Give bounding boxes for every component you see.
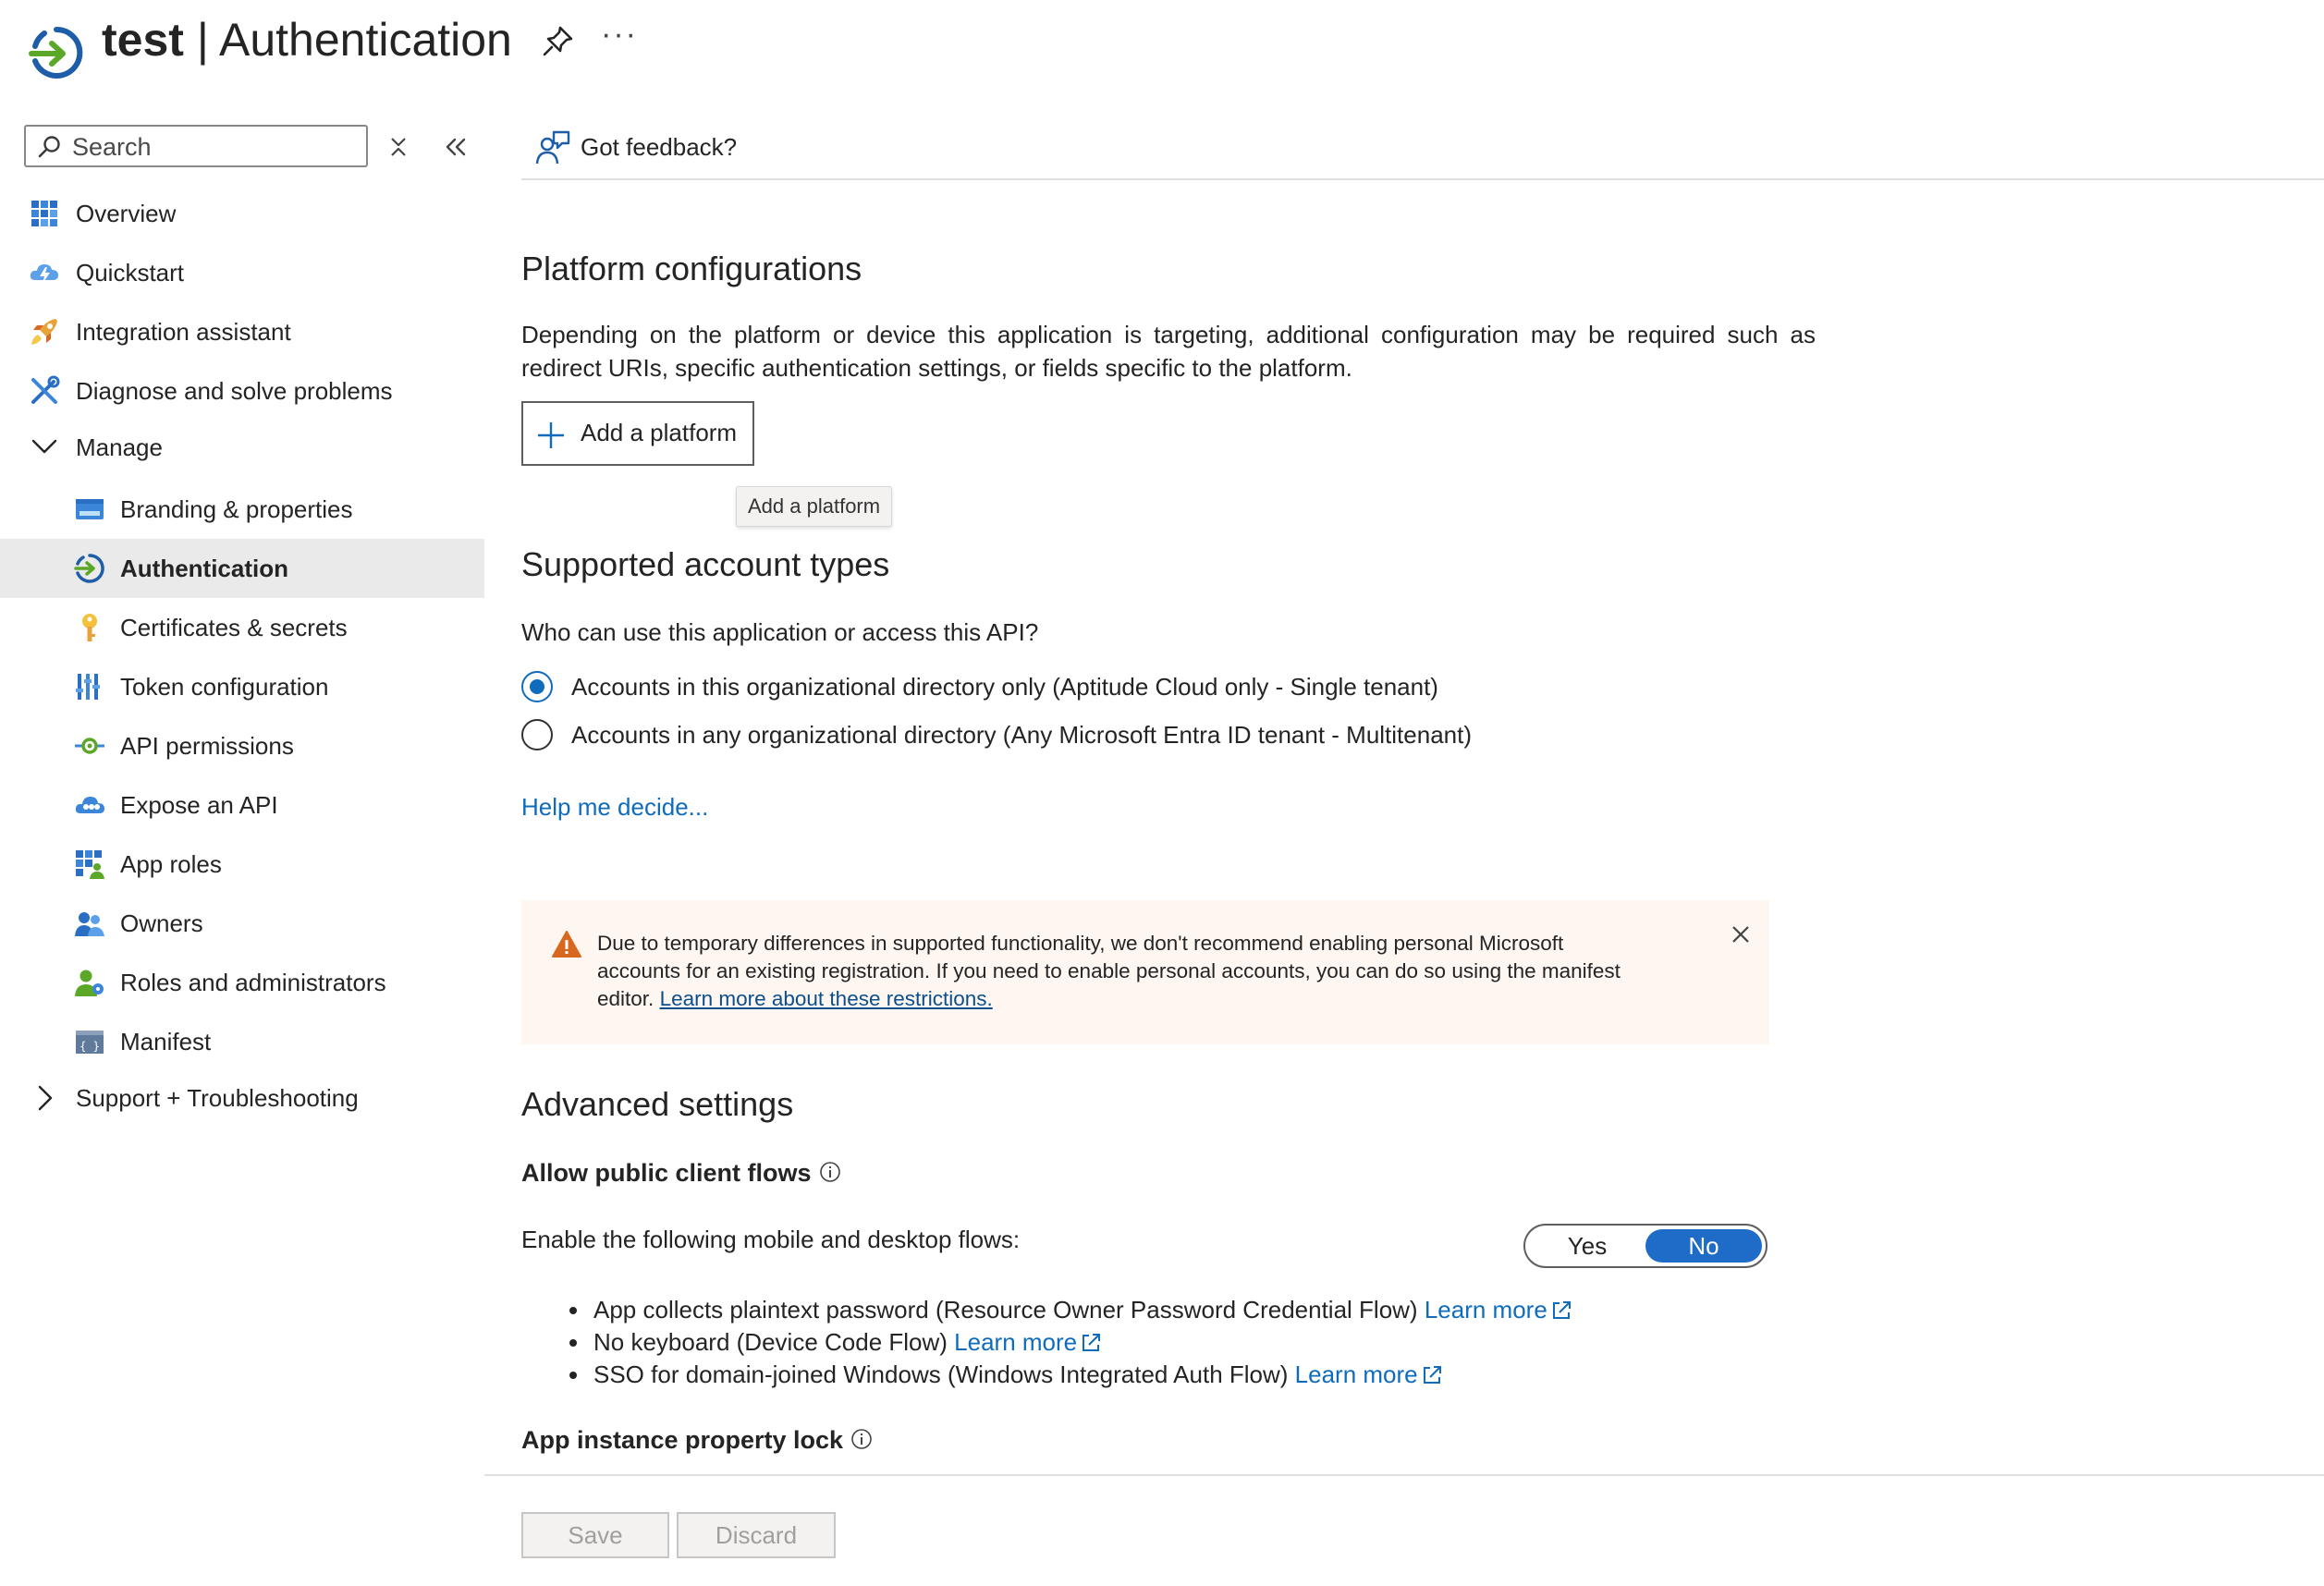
sidebar-item-label: Manifest — [120, 1028, 212, 1055]
close-icon[interactable] — [1727, 921, 1755, 948]
flow-description: SSO for domain-joined Windows (Windows Integrated Auth Flow) — [593, 1360, 1289, 1388]
sidebar-item-diagnose[interactable] — [0, 361, 484, 421]
feedback-icon — [534, 129, 571, 166]
save-button[interactable]: Save — [521, 1512, 669, 1558]
sidebar-item-overview[interactable] — [0, 184, 484, 243]
chevron-right-icon — [28, 1081, 61, 1115]
svg-text:{ }: { } — [80, 1040, 100, 1053]
sidebar-item-label: Integration assistant — [76, 318, 291, 346]
title-separator: | — [196, 14, 209, 66]
sidebar-item-expose-api[interactable] — [0, 775, 484, 835]
info-icon[interactable] — [819, 1161, 841, 1183]
sidebar-group-support[interactable] — [0, 1068, 484, 1128]
flow-description: No keyboard (Device Code Flow) — [593, 1328, 948, 1356]
plus-icon — [536, 421, 566, 450]
sidebar-item-label: API permissions — [120, 732, 294, 760]
feedback-label: Got feedback? — [581, 133, 738, 161]
warning-icon — [551, 930, 582, 959]
sidebar-item-label: Token configuration — [120, 673, 329, 701]
learn-more-link[interactable]: Learn more — [1424, 1296, 1547, 1324]
info-icon[interactable] — [850, 1428, 873, 1450]
flow-description: App collects plaintext password (Resource Owner Password Credential Flow) — [593, 1296, 1418, 1324]
supported-account-types-heading: Supported account types — [521, 545, 890, 583]
sidebar-item-app-roles[interactable] — [0, 835, 484, 894]
external-link-icon — [1420, 1363, 1444, 1387]
warning-text-line: accounts for an existing registration. If you need to enable personal accounts, you can do so using the manifest — [597, 959, 1621, 982]
key-icon — [73, 611, 106, 644]
sidebar-item-roles-administrators[interactable] — [0, 953, 484, 1012]
add-platform-label: Add a platform — [581, 419, 738, 446]
toolbar-divider — [521, 178, 2324, 180]
flows-list — [569, 1294, 1573, 1391]
enable-flows-label: Enable the following mobile and desktop flows: — [521, 1226, 1021, 1253]
sidebar-item-label: Overview — [76, 200, 177, 227]
learn-more-restrictions-link[interactable]: Learn more about these restrictions. — [659, 987, 993, 1010]
radio-button[interactable] — [521, 719, 553, 750]
sidebar-item-label: Branding & properties — [120, 495, 353, 523]
footer-divider — [484, 1474, 2324, 1476]
sidebar-group-manage[interactable] — [0, 418, 484, 477]
toggle-option-no[interactable]: No — [1645, 1229, 1762, 1263]
warning-banner — [521, 900, 1769, 1044]
roles-admin-icon — [73, 966, 106, 999]
search-input[interactable] — [70, 130, 361, 164]
cloud-api-icon — [73, 788, 106, 822]
search-icon — [37, 135, 61, 159]
help-me-decide-link[interactable]: Help me decide... — [521, 793, 709, 821]
sidebar-item-token-configuration[interactable] — [0, 657, 484, 716]
discard-button[interactable]: Discard — [677, 1512, 836, 1558]
sidebar-item-label: App roles — [120, 850, 222, 878]
external-link-icon — [1549, 1299, 1573, 1323]
external-link-icon — [1079, 1331, 1103, 1355]
add-platform-tooltip: Add a platform — [736, 486, 892, 527]
search-box — [24, 125, 368, 167]
manifest-icon — [73, 1025, 106, 1058]
instance-lock-label: App instance property lock — [521, 1426, 844, 1454]
token-icon — [73, 670, 106, 703]
learn-more-link[interactable]: Learn more — [954, 1328, 1078, 1356]
rocket-icon — [28, 315, 61, 348]
warning-text-line: editor. — [597, 987, 654, 1010]
sidebar-item-label: Certificates & secrets — [120, 614, 348, 641]
platform-description: Depending on the platform or device this application is targeting, additional configuration may be required such as redirect URIs, specific authentication settings, or fields specific to the platform. — [521, 321, 1816, 382]
more-options-button[interactable]: ··· — [601, 17, 638, 52]
account-types-question: Who can use this application or access this API? — [521, 618, 1039, 646]
app-name: test — [102, 14, 184, 66]
sidebar-item-label: Expose an API — [120, 791, 278, 819]
add-platform-button[interactable] — [521, 401, 754, 466]
sidebar-item-label: Support + Troubleshooting — [76, 1084, 359, 1112]
learn-more-link[interactable]: Learn more — [1294, 1360, 1418, 1388]
branding-icon — [73, 493, 106, 526]
overview-icon — [28, 197, 61, 230]
advanced-settings-heading: Advanced settings — [521, 1085, 794, 1123]
platform-configurations-heading: Platform configurations — [521, 250, 862, 287]
sidebar-item-quickstart[interactable] — [0, 243, 484, 302]
sidebar-item-authentication[interactable] — [0, 539, 484, 598]
quickstart-icon — [28, 256, 61, 289]
tools-icon — [28, 374, 61, 408]
sidebar-item-label: Owners — [120, 909, 203, 937]
sidebar-item-manifest[interactable] — [0, 1012, 484, 1071]
app-roles-icon — [73, 848, 106, 881]
account-option-label: Accounts in any organizational directory (Any Microsoft Entra ID tenant - Multitenant) — [571, 721, 1472, 749]
sidebar-item-label: Diagnose and solve problems — [76, 377, 393, 405]
collapse-sidebar-icon[interactable] — [442, 135, 470, 159]
sidebar-item-label: Authentication — [120, 555, 288, 582]
owners-icon — [73, 907, 106, 940]
page-title — [102, 7, 512, 72]
sidebar-item-label: Quickstart — [76, 259, 185, 287]
sidebar-item-integration-assistant[interactable] — [0, 302, 484, 361]
toggle-option-yes[interactable]: Yes — [1567, 1232, 1608, 1260]
radio-button-selected[interactable] — [521, 671, 553, 702]
warning-text-line: Due to temporary differences in supported functionality, we don't recommend enabling personal Microsoft — [597, 932, 1564, 955]
instance-lock-heading — [521, 1426, 873, 1455]
api-permissions-icon — [73, 729, 106, 762]
account-option-label: Accounts in this organizational directory only (Aptitude Cloud only - Single tenant) — [571, 673, 1438, 701]
page-name: Authentication — [218, 14, 512, 66]
chevron-down-icon — [28, 431, 61, 464]
sidebar-item-api-permissions[interactable] — [0, 716, 484, 775]
sidebar-item-certificates[interactable] — [0, 598, 484, 657]
list-item — [569, 1326, 1573, 1359]
sidebar-item-label: Roles and administrators — [120, 969, 386, 996]
app-logo-icon — [28, 24, 85, 81]
list-item — [569, 1359, 1573, 1391]
public-client-flows-heading — [521, 1159, 841, 1188]
public-client-flows-toggle[interactable] — [1523, 1224, 1767, 1268]
sidebar-item-branding[interactable] — [0, 480, 484, 539]
warning-text — [597, 930, 1688, 1013]
clear-search-icon[interactable] — [386, 135, 410, 159]
public-client-flows-label: Allow public client flows — [521, 1159, 812, 1187]
authentication-icon — [73, 552, 106, 585]
list-item — [569, 1294, 1573, 1326]
sidebar-item-label: Manage — [76, 433, 163, 461]
sidebar-item-owners[interactable] — [0, 894, 484, 953]
pin-icon[interactable] — [540, 22, 577, 59]
